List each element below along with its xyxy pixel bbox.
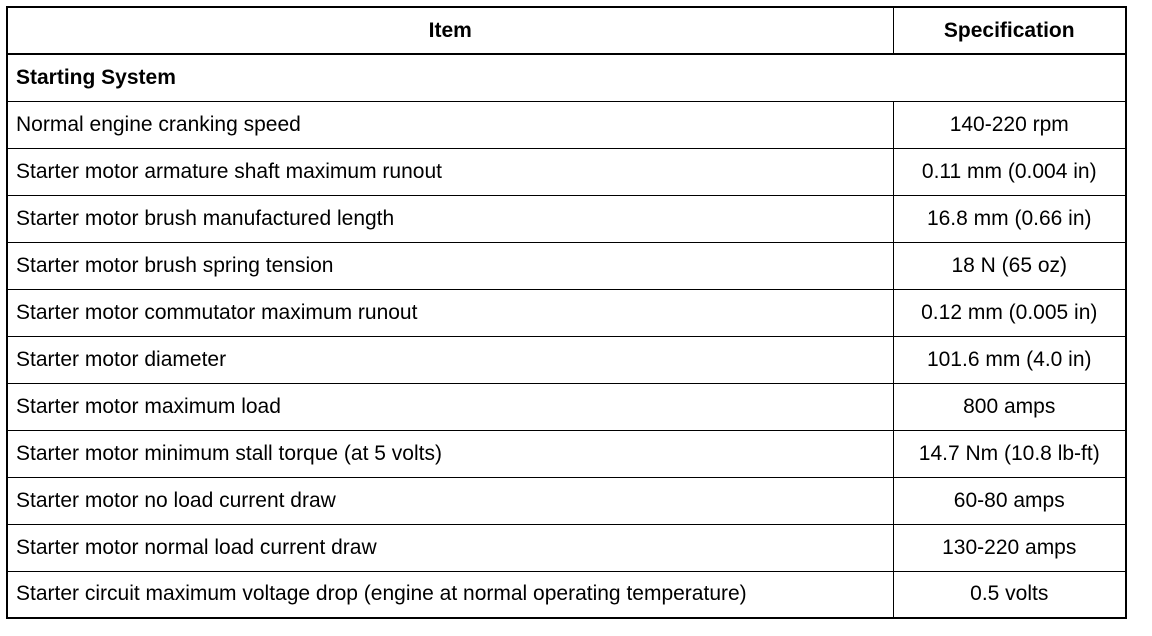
table-row bbox=[7, 383, 1126, 430]
specification-table bbox=[6, 6, 1127, 619]
item-cell: Starter motor minimum stall torque (at 5 volts) bbox=[7, 430, 893, 477]
table-row bbox=[7, 101, 1126, 148]
section-title: Starting System bbox=[7, 54, 1126, 101]
item-cell: Starter motor brush manufactured length bbox=[7, 195, 893, 242]
spec-cell: 140-220 rpm bbox=[893, 101, 1126, 148]
item-cell: Starter motor maximum load bbox=[7, 383, 893, 430]
spec-cell: 0.12 mm (0.005 in) bbox=[893, 289, 1126, 336]
spec-cell: 60-80 amps bbox=[893, 477, 1126, 524]
item-cell: Starter motor brush spring tension bbox=[7, 242, 893, 289]
table-header bbox=[7, 7, 1126, 54]
item-cell: Starter motor normal load current draw bbox=[7, 524, 893, 571]
table-row bbox=[7, 477, 1126, 524]
item-cell: Starter motor commutator maximum runout bbox=[7, 289, 893, 336]
table-row bbox=[7, 195, 1126, 242]
spec-cell: 14.7 Nm (10.8 lb-ft) bbox=[893, 430, 1126, 477]
spec-cell: 101.6 mm (4.0 in) bbox=[893, 336, 1126, 383]
table-row bbox=[7, 571, 1126, 618]
spec-cell: 18 N (65 oz) bbox=[893, 242, 1126, 289]
table-body bbox=[7, 54, 1126, 618]
item-cell: Starter motor armature shaft maximum runout bbox=[7, 148, 893, 195]
table-row bbox=[7, 289, 1126, 336]
spec-cell: 0.11 mm (0.004 in) bbox=[893, 148, 1126, 195]
column-header-item: Item bbox=[7, 7, 893, 54]
spec-cell: 800 amps bbox=[893, 383, 1126, 430]
table-row bbox=[7, 524, 1126, 571]
table-row bbox=[7, 336, 1126, 383]
spec-cell: 130-220 amps bbox=[893, 524, 1126, 571]
item-cell: Normal engine cranking speed bbox=[7, 101, 893, 148]
table-row bbox=[7, 242, 1126, 289]
item-cell: Starter motor no load current draw bbox=[7, 477, 893, 524]
header-row bbox=[7, 7, 1126, 54]
column-header-specification: Specification bbox=[893, 7, 1126, 54]
section-row bbox=[7, 54, 1126, 101]
spec-cell: 0.5 volts bbox=[893, 571, 1126, 618]
table-row bbox=[7, 430, 1126, 477]
item-cell: Starter motor diameter bbox=[7, 336, 893, 383]
spec-cell: 16.8 mm (0.66 in) bbox=[893, 195, 1126, 242]
table-row bbox=[7, 148, 1126, 195]
item-cell: Starter circuit maximum voltage drop (engine at normal operating temperature) bbox=[7, 571, 893, 618]
